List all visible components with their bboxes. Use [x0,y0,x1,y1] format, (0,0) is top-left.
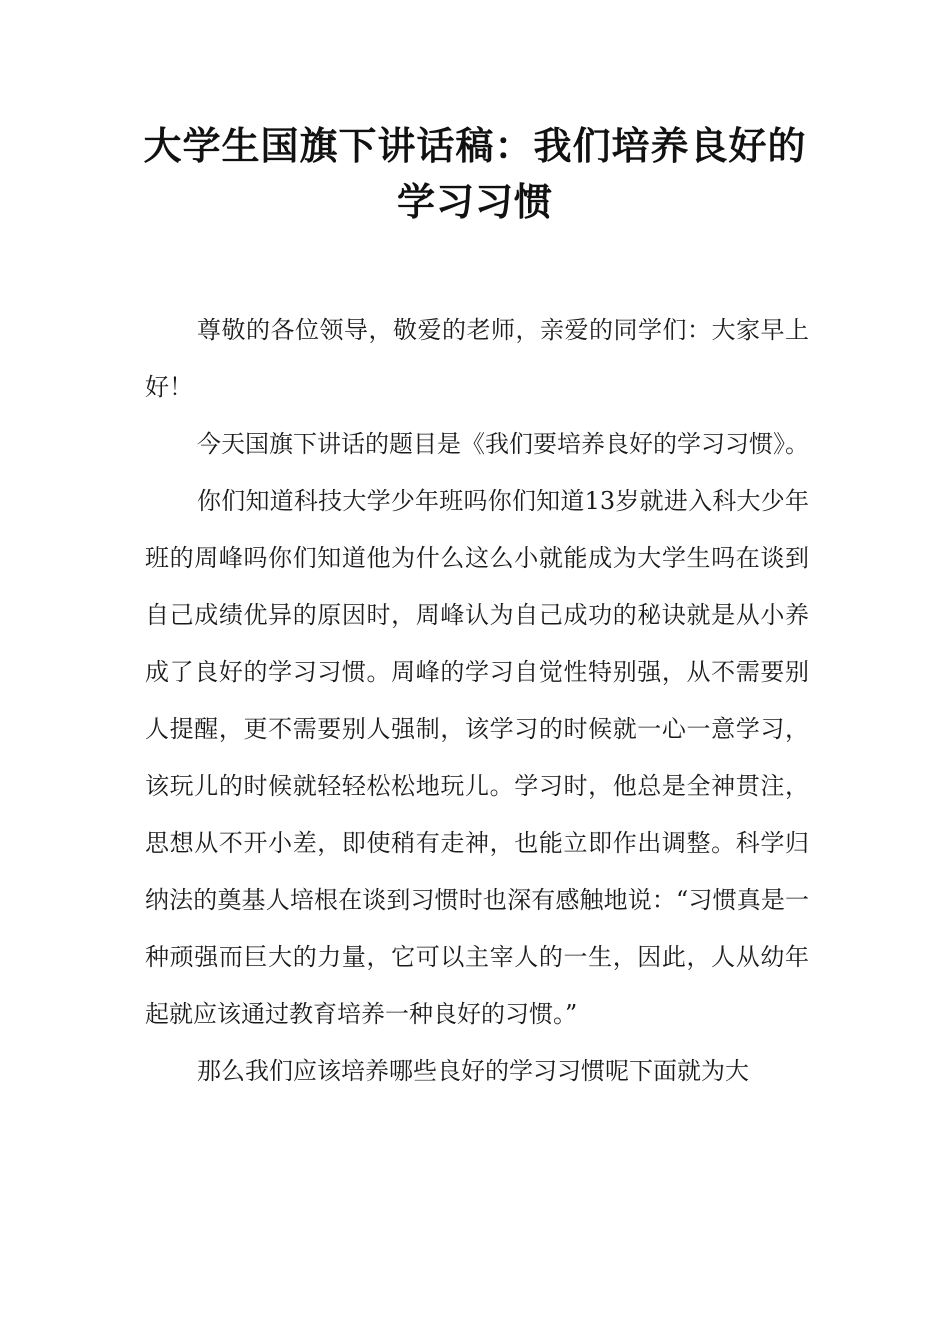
paragraph-story: 你们知道科技大学少年班吗你们知道13岁就进入科大少年班的周峰吗你们知道他为什么这么小就能成为大学生吗在谈到自己成绩优异的原因时，周峰认为自己成功的秘诀就是从小养成了良好的学习习惯。周峰的学习自觉性特别强，从不需要别人提醒，更不需要别人强制，该学习的时候就一心一意学习，该玩儿的时候就轻轻松松地玩儿。学习时，他总是全神贯注，思想从不开小差，即使稍有走神，也能立即作出调整。科学归纳法的奠基人培根在谈到习惯时也深有感触地说：“习惯真是一种顽强而巨大的力量，它可以主宰人的一生，因此，人从幼年起就应该通过教育培养一种良好的习惯。” [145,487,809,1028]
paragraph-transition: 那么我们应该培养哪些良好的学习习惯呢下面就为大 [197,1057,749,1085]
title-line-1: 大学生国旗下讲话稿：我们培养良好的 [143,124,807,168]
document-body [145,302,809,1100]
document-title [130,118,820,230]
paragraph-greeting: 尊敬的各位领导，敬爱的老师，亲爱的同学们：大家早上好！ [145,316,809,401]
title-line-2: 学习习惯 [396,180,553,224]
paragraph-topic: 今天国旗下讲话的题目是《我们要培养良好的学习习惯》。 [197,430,809,458]
